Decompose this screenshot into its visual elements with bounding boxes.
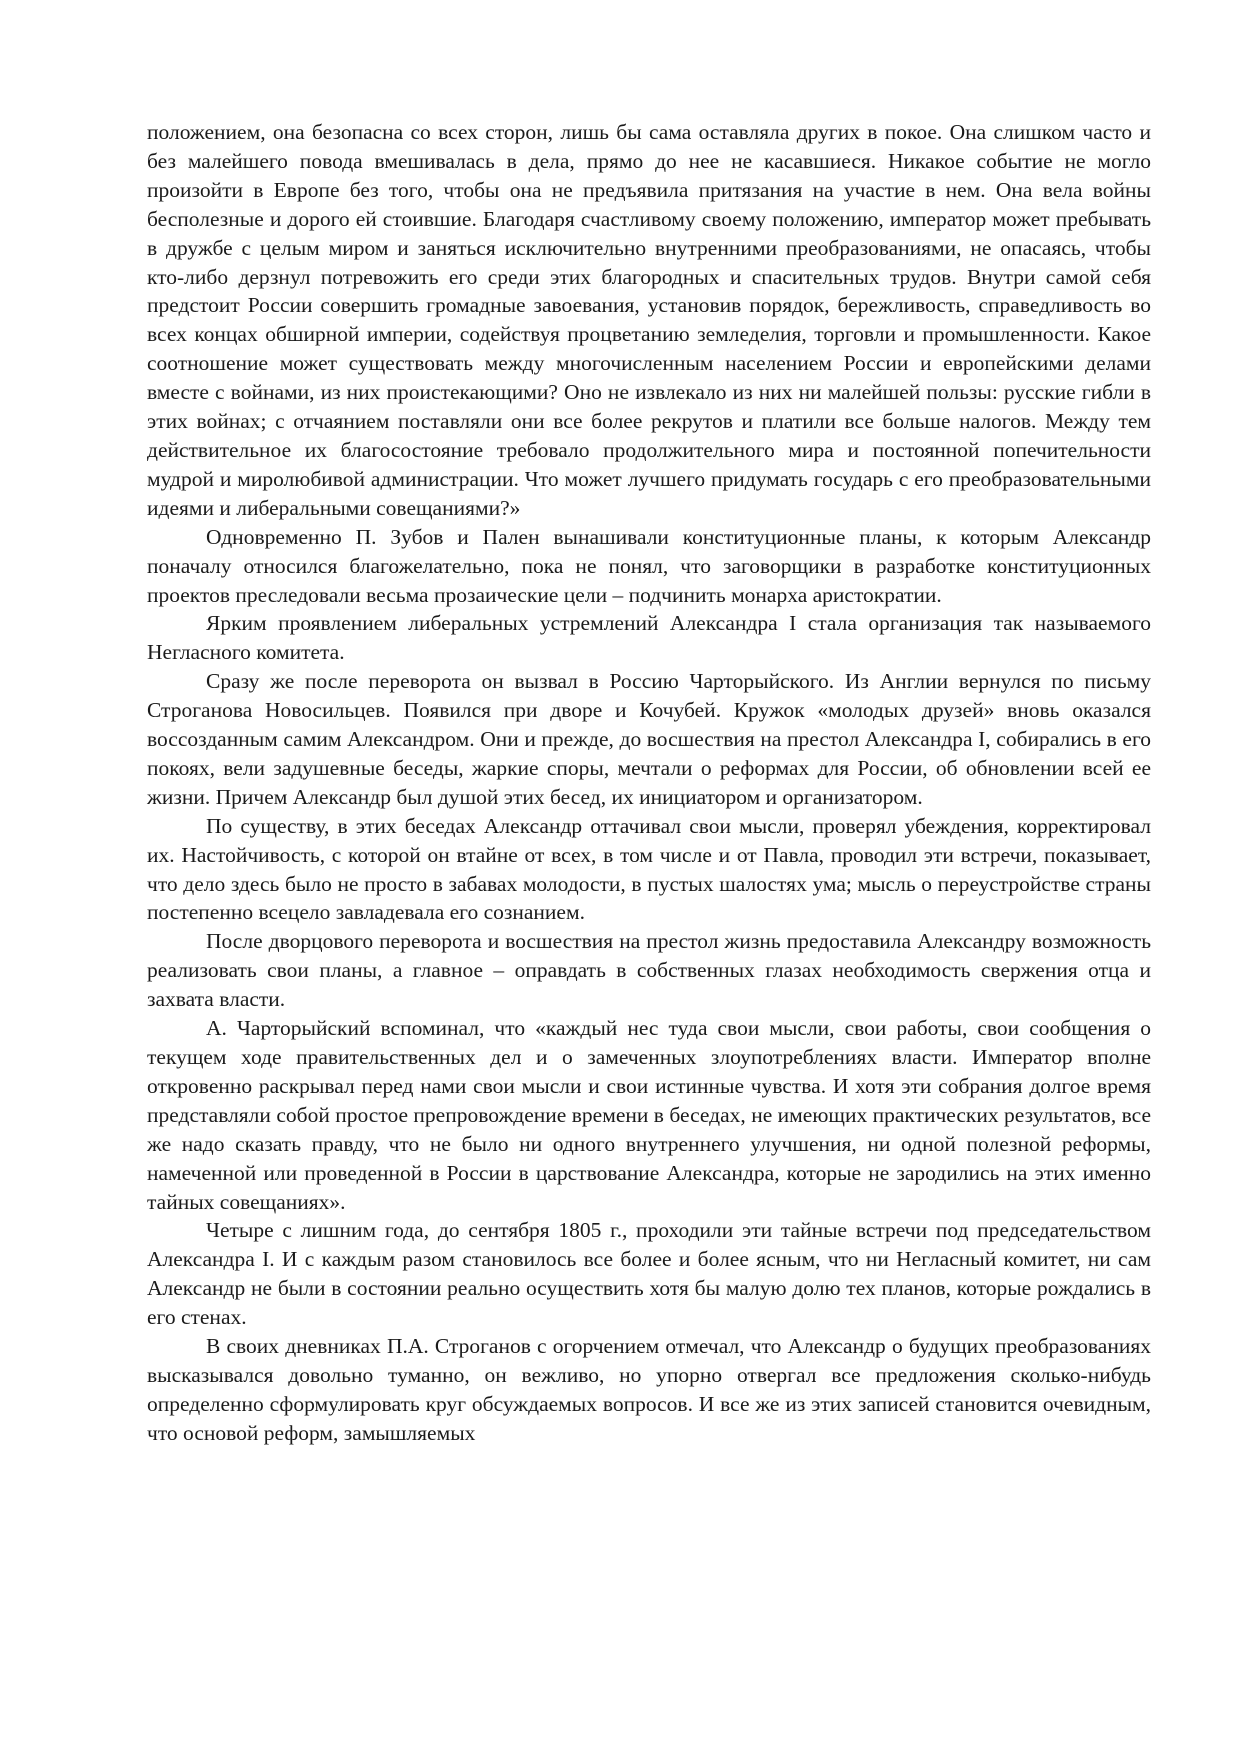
- paragraph-5: По существу, в этих беседах Александр оттачивал свои мысли, проверял убеждения, корректировал их. Настойчивость, с которой он втайне от всех, в том числе и от Павла, проводил эти встречи, показывает, что дело здесь было не просто в забавах молодости, в пустых шалостях ума; мысль о переустройстве страны постепенно всецело завладевала его сознанием.: [147, 813, 1151, 925]
- paragraph-2: Одновременно П. Зубов и Пален вынашивали конституционные планы, к которым Александр поначалу относился благожелательно, пока не понял, что заговорщики в разработке конституционных проектов преследовали весьма прозаические цели – подчинить монарха аристократии.: [147, 524, 1151, 607]
- document-page: [147, 118, 1151, 1448]
- paragraph-3: Ярким проявлением либеральных устремлений Александра I стала организация так называемого Негласного комитета.: [147, 611, 1151, 665]
- paragraph-9: В своих дневниках П.А. Строганов с огорчением отмечал, что Александр о будущих преобразованиях высказывался довольно туманно, он вежливо, но упорно отвергал все предложения сколько-нибудь определенно сформулировать круг обсуждаемых вопросов. И все же из этих записей становится очевидным, что основой реформ, замышляемых: [147, 1334, 1151, 1445]
- paragraph-7: А. Чарторыйский вспоминал, что «каждый нес туда свои мысли, свои работы, свои сообщения о текущем ходе правительственных дел и о замеченных злоупотреблениях власти. Император вполне откровенно раскрывал перед нами свои мысли и свои истинные чувства. И хотя эти собрания долгое время представляли собой простое препровождение времени в беседах, не имеющих практических результатов, все же надо сказать правду, что не было ни одного внутреннего улучшения, ни одной полезной реформы, намеченной или проведенной в России в царствование Александра, которые не зародились на этих именно тайных совещаниях».: [147, 1016, 1151, 1214]
- paragraph-4: Сразу же после переворота он вызвал в Россию Чарторыйского. Из Англии вернулся по письму Строганова Новосильцев. Появился при дворе и Кочубей. Кружок «молодых друзей» вновь оказался воссозданным самим Александром. Они и прежде, до восшествия на престол Александра I, собирались в его покоях, вели задушевные беседы, жаркие споры, мечтали о реформах для России, об обновлении всей ее жизни. Причем Александр был душой этих бесед, их инициатором и организатором.: [147, 669, 1151, 809]
- paragraph-1: положением, она безопасна со всех сторон, лишь бы сама оставляла других в покое. Она слишком часто и без малейшего повода вмешивалась в дела, прямо до нее не касавшиеся. Никакое событие не могло произойти в Европе без того, чтобы она не предъявила притязания на участие в нем. Она вела войны бесполезные и дорого ей стоившие. Благодаря счастливому своему положению, император может пребывать в дружбе с целым миром и заняться исключительно внутренними преобразованиями, не опасаясь, чтобы кто-либо дерзнул потревожить его среди этих благородных и спасительных трудов. Внутри самой себя предстоит России совершить громадные завоевания, установив порядок, бережливость, справедливость во всех концах обширной империи, содействуя процветанию земледелия, торговли и промышленности. Какое соотношение может существовать между многочисленным населением России и европейскими делами вместе с войнами, из них проистекающими? Оно не извлекало из них ни малейшей пользы: русские гибли в этих войнах; с отчаянием поставляли они все более рекрутов и платили все больше налогов. Между тем действительное их благосостояние требовало продолжительного мира и постоянной попечительности мудрой и миролюбивой администрации. Что может лучшего придумать государь с его преобразовательными идеями и либеральными совещаниями?»: [147, 120, 1151, 520]
- paragraph-6: После дворцового переворота и восшествия на престол жизнь предоставила Александру возможность реализовать свои планы, а главное – оправдать в собственных глазах необходимость свержения отца и захвата власти.: [147, 929, 1151, 1012]
- paragraph-8: Четыре с лишним года, до сентября 1805 г., проходили эти тайные встречи под председательством Александра I. И с каждым разом становилось все более и более ясным, что ни Негласный комитет, ни сам Александр не были в состоянии реально осуществить хотя бы малую долю тех планов, которые рождались в его стенах.: [147, 1218, 1151, 1330]
